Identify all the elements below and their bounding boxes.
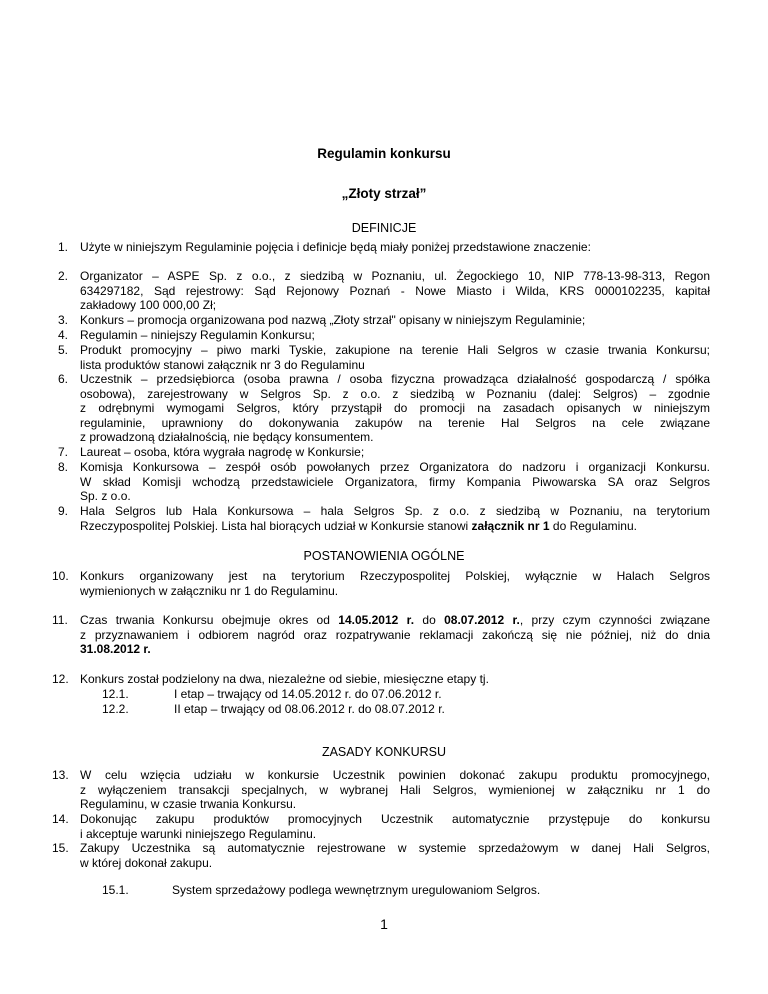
definition-item-7: 7. Laureat – osoba, która wygrała nagrodę w Konkursie; bbox=[58, 445, 365, 459]
definition-item-2: 2. Organizator – ASPE Sp. z o.o., z siedzibą w Poznaniu, ul. Żegockiego 10, NIP 778-13-98-313, Regon 634297182, Sąd rejestrowy: Sąd Rejonowy Poznań - Nowe Miasto i Wilda, KRS 0000102235, kapitał zakładowy 100 000,00 Zł; bbox=[58, 269, 710, 313]
definition-item-3: 3. Konkurs – promocja organizowana pod nazwą „Złoty strzał" opisany w niniejszym Regulaminie; bbox=[58, 313, 586, 327]
contest-name: „Złoty strzał” bbox=[341, 186, 427, 201]
section-heading-general: POSTANOWIENIA OGÓLNE bbox=[303, 549, 465, 563]
rules-item-13: 13. W celu wzięcia udziału w konkursie Uczestnik powinien dokonać zakupu produktu promocyjnego, z wyłączeniem transakcji specjalnych, w wybranej Hali Selgros, wymienionej w załączniku nr 1 do Regulaminu, w czasie trwania Konkursu. bbox=[52, 768, 710, 812]
definition-item-8: 8. Komisja Konkursowa – zespół osób powołanych przez Organizatora do nadzoru i organizacji Konkursu. W skład Komisji wchodzą przedstawiciele Organizatora, firmy Kompania Piwowarska SA oraz Selgros Sp. z o.o. bbox=[58, 460, 710, 504]
document-page: Regulamin konkursu „Złoty strzał” DEFINICJE 1. Użyte w niniejszym Regulaminie pojęcia i definicje będą miały poniżej przedstawione znaczenie: 2. Organizator – ASPE Sp. z o.o., z siedzibą w Poznaniu, ul. Żegockiego 10, NIP 778-13-98-313, Regon 634297182, Sąd rejestrowy: Sąd Rejonowy Poznań - Nowe Miasto i Wilda, KRS 0000102235, kapitał zakładowy 100 000,00 Zł; 3. Konkurs – promocja organizowana pod nazwą „Złoty strzał" opisany w niniejszym Regulaminie; 4. Regulamin – niniejszy Regulamin Konkursu; 5. Produkt promocyjny – piwo marki Tyskie, zakupione na terenie Hali Selgros w czasie trwania Konkursu; lista produktów stanowi załącznik nr 3 do Regulaminu 6. Uczestnik – przedsiębiorca (osoba prawna / osoba fizyczna prowadząca działalność gospodarczą / spółka osobowa), zarejestrowany w Selgros Sp. z o.o. z siedzibą w Poznaniu (dalej: Selgros) – zgodnie z odrębnymi wymogami Selgros, który przystąpił do promocji na zasadach opisanych w niniejszym regulaminie, uprawniony do dokonywania zakupów na terenie Hal Selgros na cele związane z prowadzoną działalnością, nie będący konsumentem. 7. Laureat – osoba, która wygrała nagrodę w Konkursie; 8. Komisja Konkursowa – zespół osób powołanych przez Organizatora do nadzoru i organizacji Konkursu. W skład Komisji wchodzą przedstawiciele Organizatora, firmy Kompania Piwowarska SA oraz Selgros Sp. z o.o. 9. Hala Selgros lub Hala Konkursowa – hala Selgros Sp. z o.o. z siedzibą w Poznaniu, na terytorium Rzeczypospolitej Polskiej. Lista hal biorących udział w Konkursie stanowi załącznik nr 1 do Regulaminu. POSTANOWIENIA OGÓLNE 10. Konkurs organizowany jest na terytorium Rzeczypospolitej Polskiej, wyłącznie w Halach Selgros wymienionych w załączniku nr 1 do Regulaminu. 11. Czas trwania Konkursu obejmuje okres od 14.05.2012 r. do 08.07.2012 r., przy czym czynności związane z przyznawaniem i odbiorem nagród oraz rozpatrywanie reklamacji zakończą się nie później, niż do dnia 31.08.2012 r. 12. Konkurs został podzielony na dwa, niezależne od siebie, miesięczne etapy tj. 12.1. I etap – trwający od 14.05.2012 r. do 07.06.2012 r. 12.2. II etap – trwający od 08.06.2012 r. do 08.07.2012 r. ZASADY KONKURSU 13. W celu wzięcia udziału w konkursie Uczestnik powinien dokonać zakupu produktu promocyjnego, z wyłączeniem transakcji specjalnych, w wybranej Hali Selgros, wymienionej w załączniku nr 1 do Regulaminu, w czasie trwania Konkursu. 14. Dokonując zakupu produktów promocyjnych Uczestnik automatycznie przystępuje do konkursu i akceptuje warunki niniejszego Regulaminu. 15. Zakupy Uczestnika są automatycznie rejestrowane w systemie sprzedażowym w danej Hali Selgros, w której dokonał zakupu. 15.1. System sprzedażowy podlega wewnętrznym uregulowaniom Selgros. 1 bbox=[0, 0, 768, 994]
attachment-reference: załącznik nr 1 bbox=[471, 518, 550, 533]
definition-item-6: 6. Uczestnik – przedsiębiorca (osoba prawna / osoba fizyczna prowadząca działalność gospodarczą / spółka osobowa), zarejestrowany w Selgros Sp. z o.o. z siedzibą w Poznaniu (dalej: Selgros) – zgodnie z odrębnymi wymogami Selgros, który przystąpił do promocji na zasadach opisanych w niniejszym regulaminie, uprawniony do dokonywania zakupów na terenie Hal Selgros na cele związane z prowadzoną działalnością, nie będący konsumentem. bbox=[58, 372, 710, 445]
general-item-12: 12. Konkurs został podzielony na dwa, niezależne od siebie, miesięczne etapy tj. bbox=[52, 672, 489, 686]
document-title: Regulamin konkursu bbox=[317, 146, 451, 161]
rules-item-14: 14. Dokonując zakupu produktów promocyjnych Uczestnik automatycznie przystępuje do konkursu i akceptuje warunki niniejszego Regulaminu. bbox=[52, 812, 710, 841]
section-heading-rules: ZASADY KONKURSU bbox=[321, 745, 447, 759]
definition-item-1: 1. Użyte w niniejszym Regulaminie pojęcia i definicje będą miały poniżej przedstawione znaczenie: bbox=[58, 240, 591, 254]
section-heading-definitions: DEFINICJE bbox=[351, 221, 417, 235]
page-number: 1 bbox=[380, 916, 388, 932]
general-item-10: 10. Konkurs organizowany jest na terytorium Rzeczypospolitej Polskiej, wyłącznie w Halach Selgros wymienionych w załączniku nr 1 do Regulaminu. bbox=[52, 569, 710, 598]
rules-item-15: 15. Zakupy Uczestnika są automatycznie rejestrowane w systemie sprzedażowym w danej Hali Selgros, w której dokonał zakupu. bbox=[52, 841, 710, 870]
definition-item-9: 9. Hala Selgros lub Hala Konkursowa – hala Selgros Sp. z o.o. z siedzibą w Poznaniu, na terytorium Rzeczypospolitej Polskiej. Lista hal biorących udział w Konkursie stanowi załącznik nr 1 do Regulaminu. bbox=[58, 504, 710, 533]
definition-item-4: 4. Regulamin – niniejszy Regulamin Konkursu; bbox=[58, 328, 315, 342]
general-item-11: 11. Czas trwania Konkursu obejmuje okres od 14.05.2012 r. do 08.07.2012 r., przy czym czynności związane z przyznawaniem i odbiorem nagród oraz rozpatrywanie reklamacji zakończą się nie później, niż do dnia 31.08.2012 r. bbox=[52, 613, 711, 657]
definition-item-5: 5. Produkt promocyjny – piwo marki Tyskie, zakupione na terenie Hali Selgros w czasie trwania Konkursu; lista produktów stanowi załącznik nr 3 do Regulaminu bbox=[58, 343, 710, 372]
